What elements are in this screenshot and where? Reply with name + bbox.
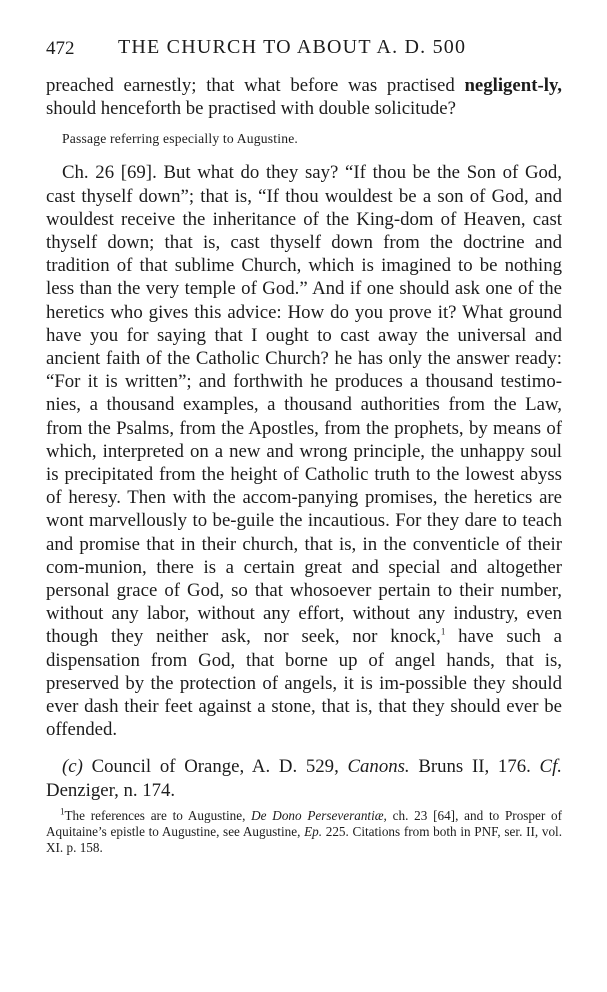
main-paragraph-text-end: have such a dispensation from God, that borne up of angel hands, that is, preserved by the protection of angels, it is im-possible they should ever dash their feet against a stone, that is, that they should ever be offended. bbox=[46, 626, 562, 741]
page-header bbox=[46, 34, 562, 64]
citation-label: (c) bbox=[62, 756, 83, 778]
main-paragraph bbox=[46, 161, 562, 741]
footnote-work-title: De Dono Perseverantiæ, bbox=[251, 807, 387, 823]
book-page bbox=[46, 34, 562, 856]
footnote-text-2: ch. 23 [64], and to Prosper of Aquitaine’s epistle to Augustine, see Augustine, bbox=[46, 807, 563, 839]
passage-note: Passage referring especially to Augustine. bbox=[62, 131, 299, 147]
citation-text-3: Denziger, n. 174. bbox=[46, 779, 176, 801]
continued-text-start: preached earnestly; that what before was practised bbox=[46, 75, 465, 96]
page-number: 472 bbox=[46, 38, 75, 59]
footnote bbox=[46, 808, 562, 856]
citation-text-1: Council of Orange, A. D. 529, bbox=[82, 756, 348, 778]
citation-canons: Canons. bbox=[347, 756, 410, 778]
footnote-text-1: The references are to Augustine, bbox=[64, 807, 252, 823]
footnote-text-3: 225. Citations from both in PNF, ser. II, vol. XI. p. 158. bbox=[46, 823, 562, 855]
footnote-reference[interactable]: 1 bbox=[440, 627, 446, 638]
citation-cf: Cf. bbox=[539, 756, 562, 778]
citation-paragraph bbox=[46, 755, 562, 801]
footnote-marker: 1 bbox=[60, 806, 65, 817]
continued-text-bold: negligent-ly, bbox=[464, 75, 562, 96]
main-paragraph-text: Ch. 26 [69]. But what do they say? “If thou be the Son of God, cast thyself down”; that is, “If thou wouldest be a son of God, and wouldest receive the inheritance of the King-dom of Heaven, cast thyself down; that is, cast thyself down from the doctrine and tradition of that sublime Church, which is imagined to be nothing less than the very temple of God.” And if one should ask one of the heretics who gives this advice: How do you prove it? What ground have you for saying that I ought to cast away the universal and ancient faith of the Catholic Church? he has only the answer ready: “For it is written”; and forthwith he produces a thousand testimo-nies, a thousand examples, a thousand authorities from the Law, from the Psalms, from the Apostles, from the prophets, by means of which, interpreted on a new and wrong principle, the unhappy soul is precipitated from the height of Catholic truth to the lowest abyss of heresy. Then with the accom-panying promises, the heretics are wont marvellously to be-guile the incautious. For they dare to teach and promise that in their church, that is, in the conventicle of their com-munion, there is a certain great and special and altogether personal grace of God, so that whosoever pertain to their number, without any labor, without any effort, without any industry, even though they neither ask, nor seek, nor knock, bbox=[46, 162, 562, 648]
footnote-ep: Ep. bbox=[304, 823, 323, 839]
citation-text-2: Bruns II, 176. bbox=[409, 756, 540, 778]
continued-paragraph bbox=[46, 74, 562, 120]
running-head: THE CHURCH TO ABOUT A. D. 500 bbox=[118, 36, 467, 58]
continued-text-end: should henceforth be practised with double solicitude? bbox=[46, 98, 456, 120]
